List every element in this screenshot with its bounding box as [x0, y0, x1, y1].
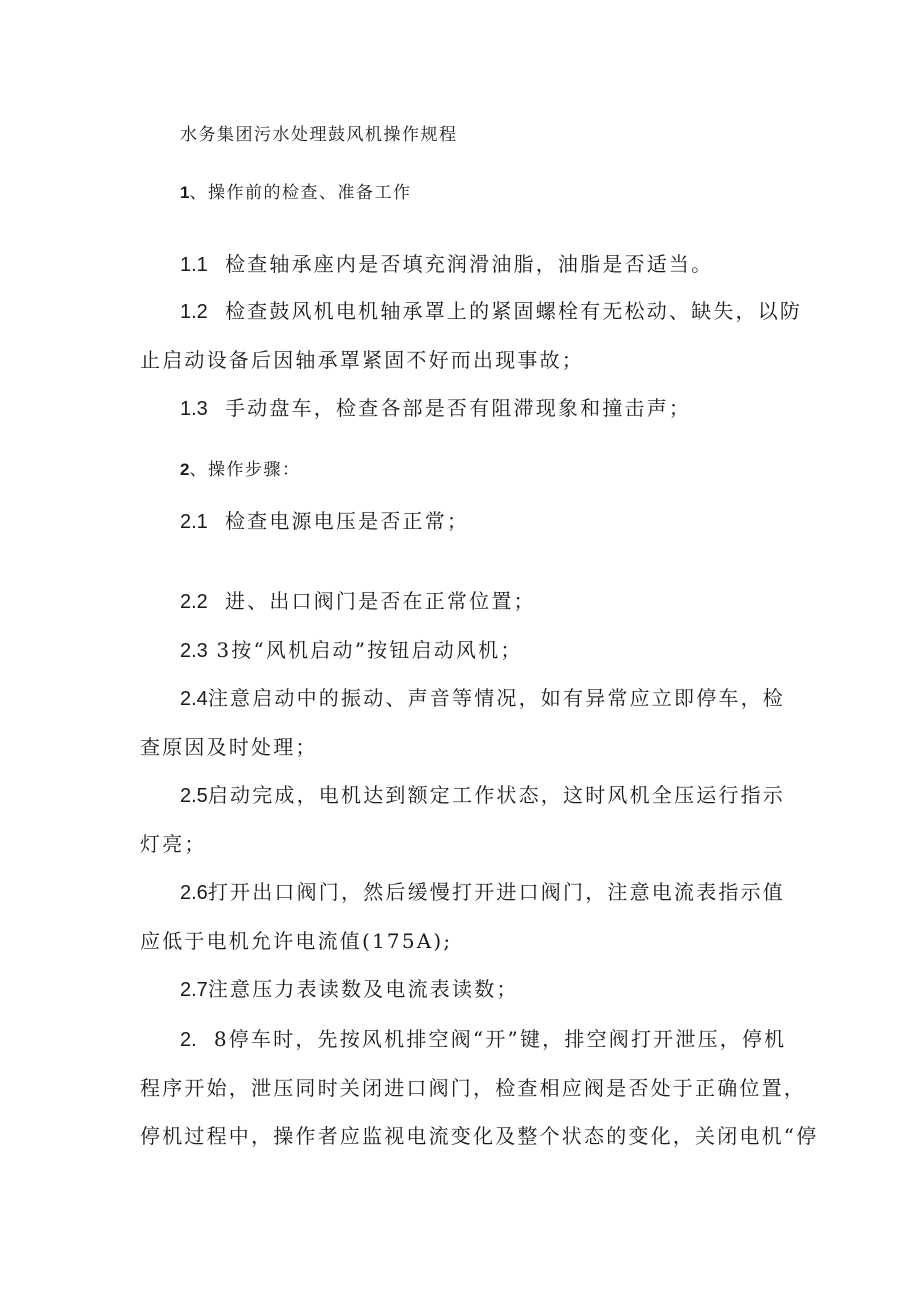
paragraph-2-8 — [140, 1015, 819, 1160]
item-text-continued-2: 停机过程中，操作者应监视电流变化及整个状态的变化，关闭电机“停 — [140, 1124, 819, 1148]
section-number: 1 — [180, 183, 190, 202]
paragraph-2-6 — [140, 868, 785, 965]
item-number: 1.1 — [180, 254, 208, 276]
item-text-continued: 灯亮； — [140, 832, 207, 856]
item-text: 3按“风机启动”按钮启动风机； — [216, 638, 523, 662]
item-text: 检查鼓风机电机轴承罩上的紧固螺栓有无松动、缺失，以防 — [224, 299, 803, 323]
item-number: 2.5 — [180, 785, 208, 807]
item-text: 检查电源电压是否正常； — [224, 509, 470, 533]
section-heading-2 — [180, 455, 300, 480]
item-text: 检查轴承座内是否填充润滑油脂，油脂是否适当。 — [224, 252, 714, 276]
item-text: 手动盘车，检查各部是否有阻滞现象和撞击声； — [224, 396, 692, 420]
item-text-continued: 程序开始，泄压同时关闭进口阀门，检查相应阀是否处于正确位置， — [140, 1076, 806, 1100]
paragraph-1-1 — [140, 240, 785, 289]
item-text-continued: 止启动设备后因轴承罩紧固不好而出现事故； — [140, 348, 584, 372]
paragraph-2-4 — [140, 674, 785, 771]
item-text: 进、出口阀门是否在正常位置； — [224, 589, 536, 613]
item-number: 2. — [180, 1029, 197, 1051]
item-text: 打开出口阀门，然后缓慢打开进口阀门，注意电流表指示值 — [207, 880, 786, 904]
paragraph-2-7 — [140, 965, 785, 1014]
paragraph-2-2 — [140, 577, 785, 626]
item-text-continued: 查原因及时处理； — [140, 735, 318, 759]
item-number: 2.6 — [180, 882, 208, 904]
paragraph-1-2 — [140, 287, 803, 384]
document-title: 水务集团污水处理鼓风机操作规程 — [180, 125, 458, 145]
paragraph-2-3 — [140, 626, 785, 675]
paragraph-1-3 — [140, 384, 785, 433]
item-text-continued: 应低于电机允许电流值(175A); — [140, 929, 453, 953]
paragraph-2-5 — [140, 771, 785, 868]
item-text: 8停车时，先按风机排空阀“开”键，排空阀打开泄压，停机 — [213, 1027, 787, 1051]
section-text: 、操作步骤： — [189, 460, 301, 480]
item-number: 2.3 — [180, 640, 208, 662]
paragraph-2-1 — [140, 497, 785, 546]
item-number: 2.1 — [180, 511, 208, 533]
item-number: 2.7 — [180, 979, 208, 1001]
section-text: 、操作前的检查、准备工作 — [189, 183, 412, 203]
item-text: 注意启动中的振动、声音等情况，如有异常应立即停车，检 — [207, 686, 786, 710]
item-text: 注意压力表读数及电流表读数； — [207, 977, 519, 1001]
item-number: 2.4 — [180, 688, 208, 710]
item-number: 1.2 — [180, 301, 208, 323]
item-number: 1.3 — [180, 398, 208, 420]
section-heading-1 — [180, 178, 411, 203]
section-number: 2 — [180, 460, 190, 479]
item-text: 启动完成，电机达到额定工作状态，这时风机全压运行指示 — [207, 783, 786, 807]
item-number: 2.2 — [180, 591, 208, 613]
